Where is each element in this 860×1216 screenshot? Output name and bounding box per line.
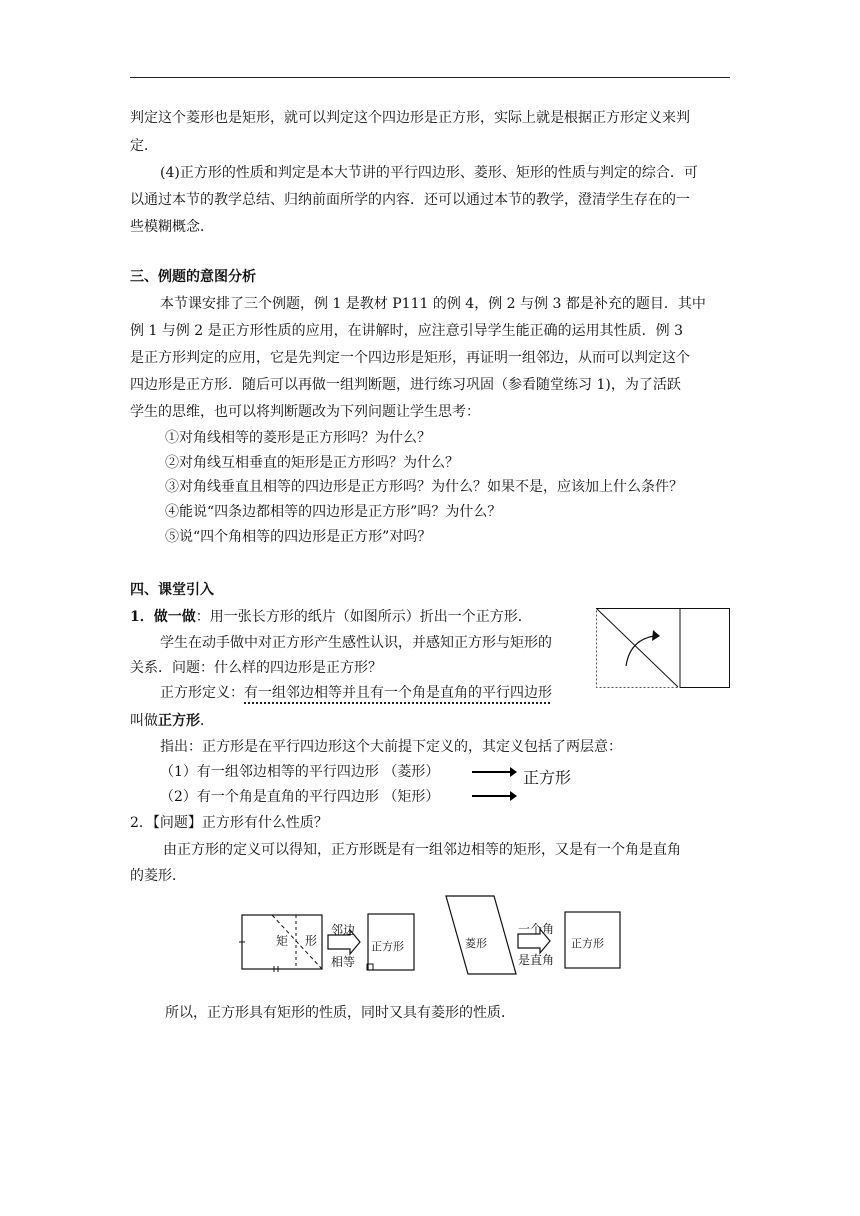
definition-text: 叫做 bbox=[130, 713, 158, 729]
item-1 bbox=[130, 607, 532, 627]
definition-line bbox=[160, 683, 552, 703]
section-heading: 四、课堂引入 bbox=[130, 582, 214, 598]
header-rule bbox=[130, 77, 730, 78]
paragraph-line: 判定这个菱形也是矩形，就可以判定这个四边形是正方形，实际上就是根据正方形定义来判 bbox=[130, 110, 690, 126]
paragraph-line: 学生的思维，也可以将判断题改为下列问题让学生思考： bbox=[130, 404, 480, 420]
paragraph-line: 以通过本节的教学总结、归纳前面所学的内容．还可以通过本节的教学，澄清学生存在的一 bbox=[130, 192, 690, 208]
item-text: ：用一张长方形的纸片（如图所示）折出一个正方形． bbox=[195, 609, 532, 625]
conclusion-line: 所以，正方形具有矩形的性质，同时又具有菱形的性质． bbox=[165, 1005, 515, 1021]
question-item: ⑤说“四个角相等的四边形是正方形”对吗？ bbox=[165, 529, 432, 545]
definition-line bbox=[130, 711, 214, 731]
definition-term: 正方形 bbox=[158, 713, 200, 729]
question-item: ④能说“四条边都相等的四边形是正方形”吗？为什么？ bbox=[165, 504, 502, 520]
paragraph-line: 些模糊概念． bbox=[130, 219, 214, 235]
item-2: 2．【问题】正方形有什么性质？ bbox=[130, 815, 328, 831]
question-item: ②对角线互相垂直的矩形是正方形吗？为什么？ bbox=[165, 455, 459, 471]
paragraph-line: 本节课安排了三个例题，例 1 是教材 P111 的例 4，例 2 与例 3 都是补充的题目．其中 bbox=[160, 296, 706, 312]
rhombus-label: 菱形 bbox=[465, 937, 487, 950]
square-label: 正方形 bbox=[371, 940, 404, 953]
paragraph-line: 关系．问题：什么样的四边形是正方形？ bbox=[130, 660, 382, 676]
condition-arrows bbox=[470, 764, 518, 804]
paragraph-line: 定． bbox=[130, 138, 158, 154]
folding-figure bbox=[596, 608, 732, 690]
definition-emphasis: 有一组邻边相等并且有一个角是直角的平行四边形 bbox=[244, 685, 552, 701]
paragraph-line: 指出：正方形是在平行四边形这个大前提下定义的，其定义包括了两层意： bbox=[160, 739, 622, 755]
paragraph-line: 学生在动手做中对正方形产生感性认识，并感知正方形与矩形的 bbox=[160, 635, 552, 651]
rect-label: 矩 bbox=[276, 934, 289, 948]
item-number: 1． bbox=[130, 609, 154, 625]
paragraph-line: 是正方形判定的应用，它是先判定一个四边形是矩形，再证明一组邻边，从而可以判定这个 bbox=[130, 350, 690, 366]
item-title: 做一做 bbox=[153, 609, 196, 625]
condition-2: （2）有一个角是直角的平行四边形 （矩形） bbox=[160, 789, 440, 805]
square-label: 正方形 bbox=[571, 937, 604, 950]
paragraph-line: 四边形是正方形．随后可以再做一组判断题，进行练习巩固（参看随堂练习 1)，为了活跃 bbox=[130, 377, 681, 393]
arrow-condition-bottom: 相等 bbox=[331, 955, 356, 969]
arrow-condition-top: 一个角 bbox=[518, 922, 555, 936]
question-item: ①对角线相等的菱形是正方形吗？为什么？ bbox=[165, 430, 431, 446]
rect-label: 形 bbox=[305, 934, 318, 948]
definition-prefix: 正方形定义： bbox=[160, 685, 244, 701]
arrow-condition-bottom: 是直角 bbox=[518, 953, 555, 967]
paragraph-line: 由正方形的定义可以得知，正方形既是有一组邻边相等的矩形，又是有一个角是直角 bbox=[163, 842, 681, 858]
condition-1: （1）有一组邻边相等的平行四边形 （菱形） bbox=[160, 764, 440, 780]
paragraph-line: 例 1 与例 2 是正方形性质的应用，在讲解时，应注意引导学生能正确的运用其性质．例 3 bbox=[130, 323, 683, 339]
section-heading: 三、例题的意图分析 bbox=[130, 269, 256, 285]
paragraph-line: 的菱形． bbox=[130, 868, 186, 884]
paragraph-line: (4)正方形的性质和判定是本大节讲的平行四边形、菱形、矩形的性质与判定的综合．可 bbox=[160, 165, 698, 181]
definition-text: ． bbox=[200, 713, 214, 729]
target-label: 正方形 bbox=[523, 768, 572, 787]
question-item: ③对角线垂直且相等的四边形是正方形吗？为什么？如果不是，应该加上什么条件？ bbox=[165, 479, 683, 495]
arrow-condition-top: 邻边 bbox=[331, 923, 356, 937]
